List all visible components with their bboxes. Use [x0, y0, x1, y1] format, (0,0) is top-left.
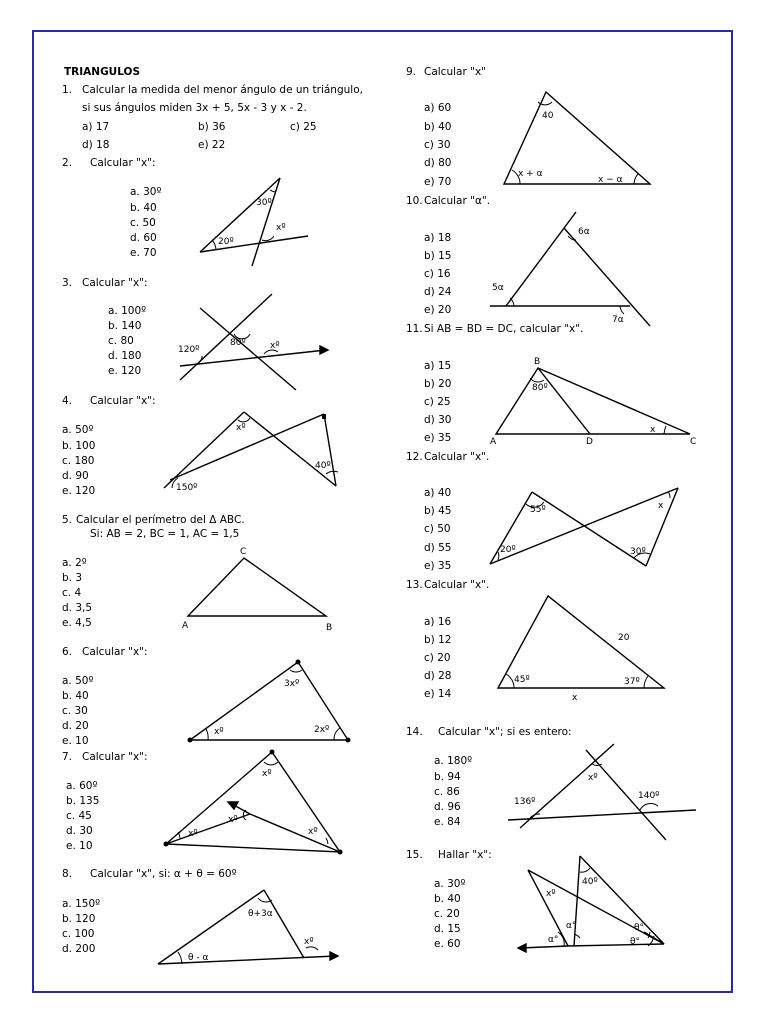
- option: a) 17: [82, 121, 110, 133]
- option: a) 40: [424, 487, 452, 499]
- figure-problem-11: [486, 352, 706, 448]
- option: e) 70: [424, 176, 452, 188]
- option: b) 36: [198, 121, 226, 133]
- option: d. 20: [62, 720, 89, 732]
- option: a. 150º: [62, 898, 101, 910]
- option: b) 20: [424, 378, 452, 390]
- angle-label: α°: [548, 935, 559, 945]
- angle-label: x: [658, 501, 664, 511]
- option: e. 60: [434, 938, 461, 950]
- option: a) 15: [424, 360, 452, 372]
- problem-number: 7.: [62, 751, 73, 763]
- option: b) 15: [424, 250, 452, 262]
- problem-stem: Calcular "x":: [90, 395, 156, 407]
- figure-problem-6: [184, 656, 354, 746]
- angle-label: 136º: [514, 797, 536, 807]
- option: b. 135: [66, 795, 100, 807]
- problem-stem: Calcular "x", si: α + θ = 60º: [90, 868, 237, 880]
- option: a) 60: [424, 102, 452, 114]
- option: d) 24: [424, 286, 452, 298]
- angle-label: 55º: [530, 505, 546, 515]
- angle-label: xº: [588, 773, 598, 783]
- vertex-label: C: [240, 547, 247, 557]
- option: a. 30º: [130, 186, 162, 198]
- angle-label: 20º: [218, 237, 234, 247]
- angle-label: θ°: [634, 923, 645, 933]
- problem-stem: Calcular "x".: [424, 451, 490, 463]
- option: e. 84: [434, 816, 461, 828]
- problem-number: 13.: [406, 579, 423, 591]
- problem-number: 12.: [406, 451, 423, 463]
- option: c. 80: [108, 335, 134, 347]
- problem-number: 4.: [62, 395, 73, 407]
- vertex-label: B: [326, 623, 333, 633]
- option: b. 3: [62, 572, 83, 584]
- figure-problem-7: [158, 746, 348, 856]
- vertex-label: B: [534, 357, 541, 367]
- problem-number: 5.: [62, 514, 73, 526]
- problem-number: 14.: [406, 726, 423, 738]
- angle-label: xº: [546, 889, 556, 899]
- angle-label: 7α: [612, 315, 624, 325]
- option: b) 12: [424, 634, 452, 646]
- angle-label: xº: [262, 769, 272, 779]
- figure-problem-9: [500, 86, 660, 191]
- problem-stem: Hallar "x":: [438, 849, 492, 861]
- problem-number: 11.: [406, 323, 423, 335]
- problem-stem-line2: Si: AB = 2, BC = 1, AC = 1,5: [90, 528, 240, 540]
- option: b. 140: [108, 320, 142, 332]
- option: a. 30º: [434, 878, 466, 890]
- angle-label: 30º: [630, 547, 646, 557]
- option: b) 40: [424, 121, 452, 133]
- problem-stem: Calcular "x".: [424, 579, 490, 591]
- problem-number: 15.: [406, 849, 423, 861]
- angle-label: xº: [228, 815, 238, 825]
- figure-problem-10: [486, 210, 656, 330]
- option: c) 25: [290, 121, 317, 133]
- option: a. 100º: [108, 305, 147, 317]
- angle-label: xº: [236, 423, 246, 433]
- option: d. 200: [62, 943, 96, 955]
- angle-label: xº: [304, 937, 314, 947]
- option: e) 35: [424, 432, 452, 444]
- angle-label: xº: [270, 341, 280, 351]
- worksheet-title: TRIANGULOS: [64, 66, 141, 78]
- angle-label: α°: [566, 921, 577, 931]
- figure-problem-15: [518, 852, 678, 958]
- option: e. 120: [108, 365, 142, 377]
- angle-label: 140º: [638, 791, 660, 801]
- option: c. 180: [62, 455, 95, 467]
- option: d) 30: [424, 414, 452, 426]
- problem-number: 8.: [62, 868, 73, 880]
- option: e. 4,5: [62, 617, 92, 629]
- vertex-label: D: [586, 437, 593, 447]
- problem-number: 10.: [406, 195, 423, 207]
- angle-label: 45º: [514, 675, 530, 685]
- option: c. 30: [62, 705, 88, 717]
- option: d) 18: [82, 139, 110, 151]
- figure-problem-12: [484, 482, 684, 572]
- angle-label: xº: [188, 829, 198, 839]
- option: c) 50: [424, 523, 451, 535]
- problem-stem: Si AB = BD = DC, calcular "x".: [424, 323, 584, 335]
- option: d. 180: [108, 350, 142, 362]
- option: d) 28: [424, 670, 452, 682]
- angle-label: 40º: [582, 877, 598, 887]
- option: e. 10: [62, 735, 89, 747]
- option: c) 30: [424, 139, 451, 151]
- option: a. 50º: [62, 675, 94, 687]
- angle-label: 3xº: [284, 679, 300, 689]
- option: e) 14: [424, 688, 452, 700]
- figure-problem-4: [160, 408, 350, 493]
- figure-problem-2: [190, 170, 310, 270]
- problem-number: 9.: [406, 66, 417, 78]
- vertex-label: A: [490, 437, 497, 447]
- angle-label: xº: [276, 223, 286, 233]
- figure-problem-8: [154, 880, 344, 970]
- option: b. 120: [62, 913, 96, 925]
- option: d. 60: [130, 232, 157, 244]
- option: c. 4: [62, 587, 82, 599]
- angle-label: 37º: [624, 677, 640, 687]
- option: e) 35: [424, 560, 452, 572]
- angle-label: 6α: [578, 227, 590, 237]
- angle-label: θ+3α: [248, 909, 273, 919]
- option: a. 180º: [434, 755, 473, 767]
- option: a) 16: [424, 616, 452, 628]
- problem-number: 2.: [62, 157, 73, 169]
- option: b. 40: [130, 202, 157, 214]
- angle-label: 30º: [256, 198, 272, 208]
- option: a. 60º: [66, 780, 98, 792]
- option: b) 45: [424, 505, 452, 517]
- option: c. 86: [434, 786, 460, 798]
- angle-label: 2xº: [314, 725, 330, 735]
- angle-label: 5α: [492, 283, 504, 293]
- angle-label: xº: [214, 727, 224, 737]
- angle-label: 150º: [176, 483, 198, 493]
- option: d. 30: [66, 825, 93, 837]
- option: c) 20: [424, 652, 451, 664]
- angle-label: 80º: [230, 338, 246, 348]
- problem-stem: Calcular "x":: [82, 751, 148, 763]
- angle-label: 40: [542, 111, 554, 121]
- problem-stem: Calcular "α".: [424, 195, 491, 207]
- angle-label: θ - α: [188, 953, 209, 963]
- option: a. 2º: [62, 557, 87, 569]
- problem-stem: Calcular "x":: [90, 157, 156, 169]
- angle-label: x + α: [518, 169, 543, 179]
- problem-stem: Calcular "x":: [82, 646, 148, 658]
- figure-problem-14: [506, 740, 700, 844]
- option: c) 16: [424, 268, 451, 280]
- option: b. 94: [434, 771, 461, 783]
- vertex-label: C: [690, 437, 697, 447]
- problem-stem: Calcular "x": [424, 66, 486, 78]
- option: a) 18: [424, 232, 452, 244]
- option: d) 80: [424, 157, 452, 169]
- option: d) 55: [424, 542, 452, 554]
- problem-number: 3.: [62, 277, 73, 289]
- angle-label: 80º: [532, 383, 548, 393]
- option: c. 20: [434, 908, 460, 920]
- option: d. 15: [434, 923, 461, 935]
- option: e. 70: [130, 247, 157, 259]
- figure-problem-13: [494, 592, 674, 702]
- problem-stem: Calcular la medida del menor ángulo de un triángulo,: [82, 84, 363, 96]
- angle-label: 40º: [315, 461, 331, 471]
- side-label: x: [572, 693, 578, 703]
- option: b. 40: [62, 690, 89, 702]
- option: e. 120: [62, 485, 96, 497]
- option: c) 25: [424, 396, 451, 408]
- problem-stem: Calcular "x"; si es entero:: [438, 726, 572, 738]
- angle-label: x: [650, 425, 656, 435]
- problem-stem: Calcular el perímetro del Δ ABC.: [76, 514, 245, 526]
- option: c. 100: [62, 928, 95, 940]
- option: b. 100: [62, 440, 96, 452]
- option: b. 40: [434, 893, 461, 905]
- side-label: 20: [618, 633, 630, 643]
- angle-label: xº: [308, 827, 318, 837]
- option: c. 45: [66, 810, 92, 822]
- angle-label: x − α: [598, 175, 623, 185]
- option: d. 90: [62, 470, 89, 482]
- angle-label: 20º: [500, 545, 516, 555]
- problem-stem: Calcular "x":: [82, 277, 148, 289]
- option: e. 10: [66, 840, 93, 852]
- option: c. 50: [130, 217, 156, 229]
- problem-stem-line2: si sus ángulos miden 3x + 5, 5x - 3 y x - 2.: [82, 102, 307, 114]
- vertex-label: A: [182, 621, 189, 631]
- option: d. 96: [434, 801, 461, 813]
- angle-label: 120º: [178, 345, 200, 355]
- problem-number: 6.: [62, 646, 73, 658]
- figure-problem-3: [176, 290, 336, 395]
- option: e) 22: [198, 139, 226, 151]
- option: d. 3,5: [62, 602, 93, 614]
- option: a. 50º: [62, 424, 94, 436]
- angle-label: θ°: [630, 937, 641, 947]
- figure-problem-5: [180, 544, 340, 634]
- problem-number: 1.: [62, 84, 73, 96]
- option: e) 20: [424, 304, 452, 316]
